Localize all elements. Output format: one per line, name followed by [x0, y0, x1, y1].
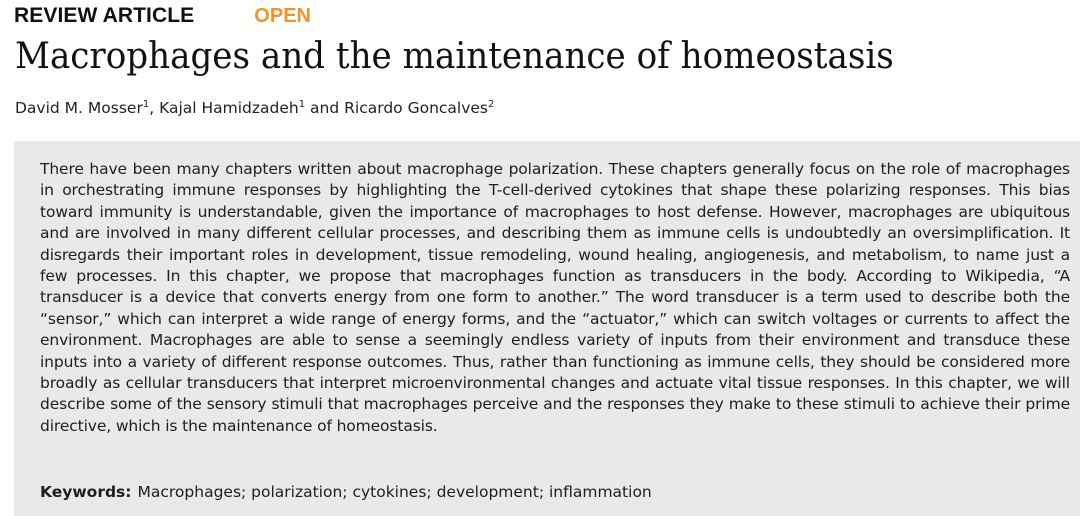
abstract-text: There have been many chapters written about macrophage polarization. These chapters generally focus on the role of macrophages in orchestrating immune responses by highlighting the T-cell-derived cytokines that shape these polarizing responses. This bias toward immunity is understandable, given the importance of macrophages to host defense. However, macrophages are ubiquitous and are involved in many different cellular processes, and describing them as immune cells is undoubtedly an oversimplification. It disregards their important roles in development, tissue remodeling, wound healing, angiogenesis, and metabolism, to name just a few processes. In this chapter, we propose that macrophages function as transducers in the body. According to Wikipedia, “A transducer is a device that converts energy from one form to another.” The word transducer is a term used to describe both the “sensor,” which can interpret a wide range of energy forms, and the “actuator,” which can switch voltages or currents to affect the environment. Macrophages are able to sense a seemingly endless variety of inputs from their environment and transduce these inputs into a variety of different response outcomes. Thus, rather than functioning as immune cells, they should be considered more broadly as cellular transducers that interpret microenvironmental changes and actuate vital tissue responses. In this chapter, we will describe some of the sensory stimuli that macrophages perceive and the responses they make to these stimuli to achieve their prime directive, which is the maintenance of homeostasis.: [40, 160, 1070, 435]
author-name[interactable]: Kajal Hamidzadeh: [159, 99, 299, 117]
open-access-badge: OPEN: [254, 5, 311, 27]
article-header: [14, 4, 311, 32]
keywords-line: [40, 481, 652, 503]
article-type-label: REVIEW ARTICLE: [14, 4, 195, 27]
keywords-value: Macrophages; polarization; cytokines; development; inflammation: [137, 483, 652, 501]
author-affiliation: 1: [142, 99, 150, 110]
author-name[interactable]: David M. Mosser: [15, 99, 143, 117]
author-list: [15, 96, 494, 120]
author-affiliation: 2: [488, 99, 495, 110]
author-separator: and: [305, 99, 345, 117]
abstract-panel: [14, 141, 1080, 516]
author-affiliation: 1: [298, 99, 306, 110]
article-title: Macrophages and the maintenance of homeostasis: [15, 36, 894, 77]
author-name[interactable]: Ricardo Goncalves: [344, 99, 488, 117]
author-separator: ,: [149, 99, 160, 117]
keywords-label: Keywords:: [40, 483, 132, 501]
